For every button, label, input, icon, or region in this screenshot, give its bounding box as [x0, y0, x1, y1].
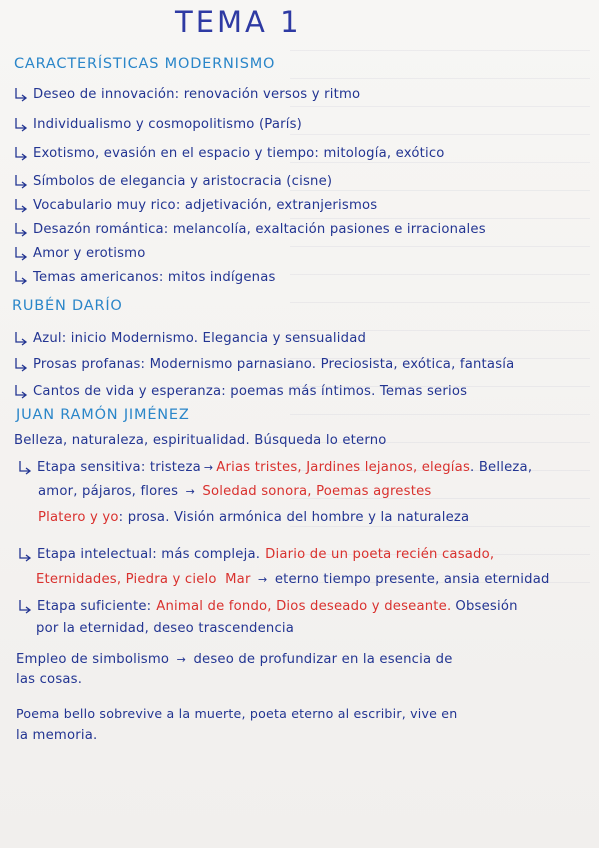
stage-sensitiva-line-3: Platero y yo: prosa. Visión armónica del hombre y la naturaleza — [38, 510, 470, 525]
arrow-icon — [12, 86, 30, 102]
closing-paragraph-2-line-1: Poema bello sobrevive a la muerte, poeta eterno al escribir, vive en — [16, 706, 458, 721]
list-item: Deseo de innovación: renovación versos y ritmo — [12, 86, 360, 102]
arrow-icon — [12, 145, 30, 161]
list-item: Vocabulario muy rico: adjetivación, extranjerismos — [12, 197, 377, 213]
arrow-right-icon: → — [257, 573, 268, 586]
list-item: Temas americanos: mitos indígenas — [12, 269, 276, 285]
intro-text: Belleza, naturaleza, espiritualidad. Búsqueda lo eterno — [14, 433, 387, 448]
stage-suficiente-line-1: Etapa suficiente: Animal de fondo, Dios deseado y deseante. Obsesión — [16, 598, 518, 614]
arrow-right-icon: → — [185, 485, 195, 498]
page-title: TEMA 1 — [175, 5, 302, 39]
arrow-icon — [12, 269, 30, 285]
arrow-icon — [12, 173, 30, 189]
arrow-icon — [12, 221, 30, 237]
list-item: Azul: inicio Modernismo. Elegancia y sensualidad — [12, 330, 366, 346]
stage-suficiente-line-2: por la eternidad, deseo trascendencia — [36, 621, 295, 636]
section-heading-juan-ramon-jimenez: JUAN RAMÓN JIMÉNEZ — [16, 407, 190, 423]
arrow-right-icon: → — [176, 653, 187, 666]
arrow-icon — [16, 459, 34, 475]
closing-paragraph-1-line-1: Empleo de simbolismo → deseo de profundizar en la esencia de — [16, 652, 453, 667]
arrow-icon — [12, 245, 30, 261]
section-heading-ruben-dario: RUBÉN DARÍO — [12, 298, 123, 314]
stage-sensitiva-line-1: Etapa sensitiva: tristeza → Arias tristes, Jardines lejanos, elegías . Belleza, — [16, 459, 532, 475]
list-item: Desazón romántica: melancolía, exaltación pasiones e irracionales — [12, 221, 486, 237]
list-item: Prosas profanas: Modernismo parnasiano. Preciosista, exótica, fantasía — [12, 356, 514, 372]
arrow-icon — [16, 598, 34, 614]
arrow-icon — [12, 116, 30, 132]
arrow-right-icon: → — [203, 460, 214, 474]
list-item: Individualismo y cosmopolitismo (París) — [12, 116, 302, 132]
closing-paragraph-1-line-2: las cosas. — [16, 672, 83, 687]
arrow-icon — [12, 330, 30, 346]
stage-sensitiva-line-2: amor, pájaros, flores → Soledad sonora, Poemas agrestes — [38, 484, 432, 499]
arrow-icon — [16, 546, 34, 562]
closing-paragraph-2-line-2: la memoria. — [16, 728, 98, 743]
stage-intelectual-line-1: Etapa intelectual: más compleja. Diario de un poeta recién casado, — [16, 546, 494, 562]
list-item: Amor y erotismo — [12, 245, 145, 261]
bleed-through-texture — [290, 30, 590, 590]
stage-intelectual-line-2: Eternidades, Piedra y cielo Mar → eterno tiempo presente, ansia eternidad — [36, 572, 550, 587]
list-item: Cantos de vida y esperanza: poemas más íntimos. Temas serios — [12, 383, 467, 399]
list-item: Símbolos de elegancia y aristocracia (cisne) — [12, 173, 332, 189]
list-item: Exotismo, evasión en el espacio y tiempo: mitología, exótico — [12, 145, 445, 161]
section-heading-modernismo: CARACTERÍSTICAS MODERNISMO — [14, 56, 276, 72]
arrow-icon — [12, 356, 30, 372]
arrow-icon — [12, 197, 30, 213]
arrow-icon — [12, 383, 30, 399]
